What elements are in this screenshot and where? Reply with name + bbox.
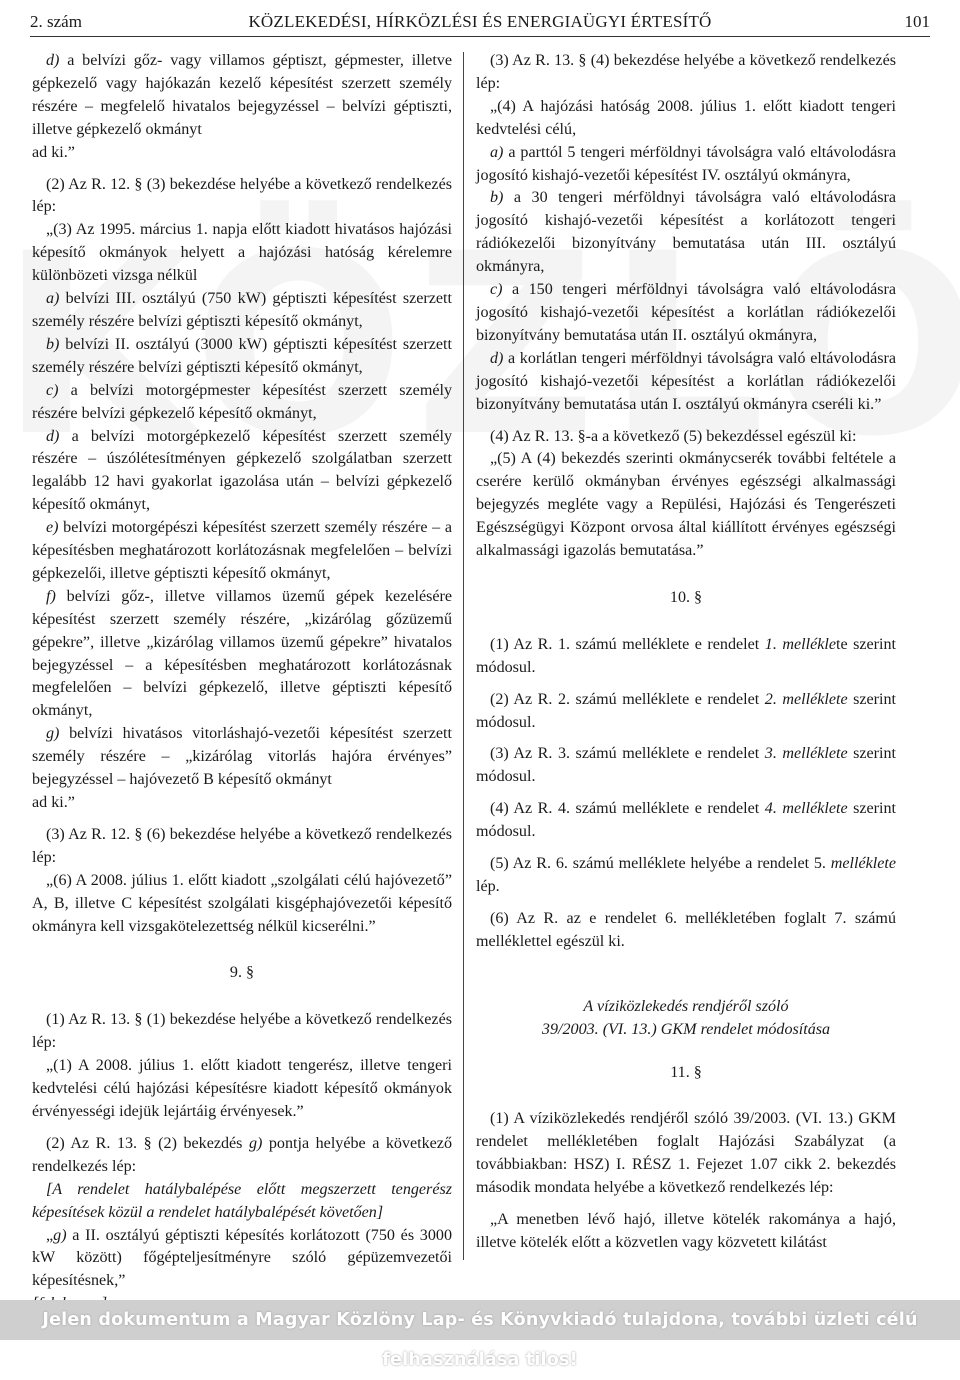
column-divider — [463, 52, 464, 1260]
list-item: g) belvízi hivatásos vitorláshajó-vezetői képesítést szerzett személy részére – „kizárólag vitorlás hajóra érvényes” bejegyzéssel – hajóvezető B képesítő okmányt — [32, 725, 452, 789]
list-item: d) a belvízi motorgépkezelő képesítést szerzett személy részére – úszólétesítményen gépkezelő szolgálatban szerzett legalább 12 havi gyakorlat igazolása után – belvízi gépkezelő képesítő okmányt, — [32, 427, 452, 514]
paragraph: (3) Az R. 13. § (4) bekezdése helyébe a következő rendelkezés lép: — [476, 52, 896, 92]
paragraph: d) a belvízi gőz- vagy villamos géptiszt, gépmester, illetve gépkezelő vagy hajókazán kezelő képesítést szerzett személy részére – megfelelő hivatalos bejegyzéssel – belvízi géptiszti, illetve gépkezelő okmányt — [32, 52, 452, 138]
paragraph: (6) Az R. az e rendelet 6. mellékletében foglalt 7. számú melléklettel egészül ki. — [476, 909, 896, 950]
journal-title: KÖZLEKEDÉSI, HÍRKÖZLÉSI ÉS ENERGIAÜGYI ÉRTESÍTŐ — [248, 12, 712, 31]
right-column — [476, 50, 896, 1264]
list-item: c) a 150 tengeri mérföldnyi távolságra való eltávolodásra jogosító kishajó-vezetői képesítést a korlátlan rádiókezelői bizonyítvány bemutatása után II. osztályú okmányra, — [476, 281, 896, 344]
paragraph: (2) Az R. 12. § (3) bekezdése helyébe a következő rendelkezés lép: — [32, 175, 452, 216]
paragraph: (4) Az R. 13. §-a a következő (5) bekezdéssel egészül ki: — [490, 427, 857, 445]
list-item: a) belvízi III. osztályú (750 kW) géptiszti képesítést szerzett személy részére belvízi géptiszti képesítő okmányt, — [32, 290, 452, 330]
section-heading: 10. § — [669, 588, 703, 606]
paragraph: [A rendelet hatálybalépése előtt megszerzett tengerész képesítések közül a rendelet hatálybalépését követően] — [32, 1180, 452, 1221]
paragraph: „g) a II. osztályú géptiszti képesítés korlátozott (750 és 3000 kW között) főgépteljesítményre szóló gépüzemvezetői képesítésnek,” — [32, 1226, 452, 1290]
paragraph: ad ki.” — [32, 143, 75, 161]
list-item: b) a 30 tengeri mérföldnyi távolságra való eltávolodásra jogosító kishajó-vezetői képesítést a korlátozott tengeri rádiókezelői bizonyítvány bemutatása után III. osztályú okmányra, — [476, 189, 896, 276]
paragraph: „(1) A 2008. július 1. előtt kiadott tengerész, illetve tengeri kedvtelési célú hajózási képesítésre kiadott képesítő okmányok érvényességi idejük lejártáig érvényesek.” — [32, 1057, 452, 1120]
list-item: f) belvízi gőz-, illetve villamos üzemű gépek kezelésére képesítést szerzett személy részére, „kizárólag gőzüzemű gépekre”, illetve „kizárólag villamos üzemű gépekre” hivatalos bejegyzéssel – a képesítésben meghatározott korlátozásnak megfelelően – belvízi gépkezelő, illetve géptiszti képesítő okmányt, — [32, 587, 452, 720]
regulation-title: A víziközlekedés rendjéről szóló 39/2003. (VI. 13.) GKM rendelet módosítása — [541, 997, 831, 1038]
list-item: d) a korlátlan tengeri mérföldnyi távolságra való eltávolodásra jogosító kishajó-vezetői képesítést a korlátlan rádiókezelői bizonyítvány bemutatása után I. osztályú okmányra cseréli ki.” — [476, 349, 896, 413]
paragraph: (3) Az R. 3. számú melléklete e rendelet 3. melléklete szerint módosul. — [476, 745, 897, 786]
paragraph: „(3) Az 1995. március 1. napja előtt kiadott hivatásos hajózási képesítő okmányok helyett a hajózási hatóság kérelemre különbözeti vizsga nélkül — [32, 221, 452, 285]
paragraph: (4) Az R. 4. számú melléklete e rendelet 4. melléklete szerint módosul. — [476, 800, 897, 841]
page-header — [30, 8, 930, 37]
paragraph: (1) Az R. 1. számú melléklete e rendelet 1. melléklete szerint módosul. — [476, 635, 897, 676]
paragraph: (1) Az R. 13. § (1) bekezdése helyébe a következő rendelkezés lép: — [32, 1011, 452, 1052]
section-heading: 11. § — [670, 1063, 702, 1081]
list-item: c) a belvízi motorgépmester képesítést szerzett személy részére belvízi gépkezelő képesítő okmányt, — [32, 381, 452, 422]
paragraph: ad ki.” — [32, 794, 75, 811]
paragraph: (5) Az R. 6. számú melléklete helyébe a rendelet 5. mellékletе lép. — [476, 855, 896, 895]
paragraph: (2) Az R. 2. számú melléklete e rendelet 2. melléklete szerint módosul. — [476, 690, 897, 731]
section-heading: 9. § — [229, 964, 255, 982]
list-item: a) a parttól 5 tengeri mérföldnyi távolságra való eltávolodásra jogosító kishajó-vezetői képesítést IV. osztályú okmányra, — [476, 143, 896, 184]
paragraph: (3) Az R. 12. § (6) bekezdése helyébe a következő rendelkezés lép: — [32, 825, 452, 866]
paragraph: (2) Az R. 13. § (2) bekezdés g) pontja helyébe a következő rendelkezés lép: — [32, 1134, 452, 1175]
left-column — [32, 50, 452, 1325]
list-item: b) belvízi II. osztályú (3000 kW) géptiszti képesítést szerzett személy részére belvízi géptiszti képesítő okmányt, — [32, 335, 452, 376]
list-item: e) belvízi motorgépészi képesítést szerzett személy részére – a képesítésben meghatározott korlátozásnak megfelelően – belvízi gépkezelői, illetve géptiszti képesítő okmányt, — [32, 519, 452, 582]
page-number: 101 — [904, 12, 930, 31]
paragraph: „(6) A 2008. július 1. előtt kiadott „szolgálati célú hajóvezető” A, B, illetve C képesítést szolgálati kisgéphajóvezetői képesítő okmányra kell vizsgakötelezettség nélkül kicserélni.” — [32, 871, 452, 935]
paragraph: (1) A víziközlekedés rendjéről szóló 39/2003. (VI. 13.) GKM rendelet mellékletében foglalt Hajózási Szabályzat (a továbbiakban: HSZ) I. RÉSZ 1. Fejezet 1.07 cikk 2. bekezdés második mondata helyébe a következő rendelkezés lép: — [476, 1110, 896, 1197]
paragraph: „A menetben lévő hajó, illetve kötelék rakománya a hajó, illetve kötelék előtt a közvetlen vagy közvetett kilátást — [476, 1211, 896, 1251]
copyright-footer: Jelen dokumentum a Magyar Közlöny Lap- és Könyvkiadó tulajdona, további üzleti célú felhasználása tilos! — [0, 1300, 960, 1340]
paragraph: „(5) A (4) bekezdés szerinti okmánycserék további feltétele a cserére kerülő okmányban érvényes egészségi alkalmassági bejegyzés megléte vagy a Repülési, Hajózási és Tengerészeti Egészségügyi Központ orvosa által kiállított érvényes egészségi alkalmassági igazolás bemutatása.” — [476, 450, 896, 560]
paragraph: „(4) A hajózási hatóság 2008. július 1. előtt kiadott tengeri kedvtelési célú, — [476, 97, 896, 138]
issue-number: 2. szám — [30, 12, 82, 31]
